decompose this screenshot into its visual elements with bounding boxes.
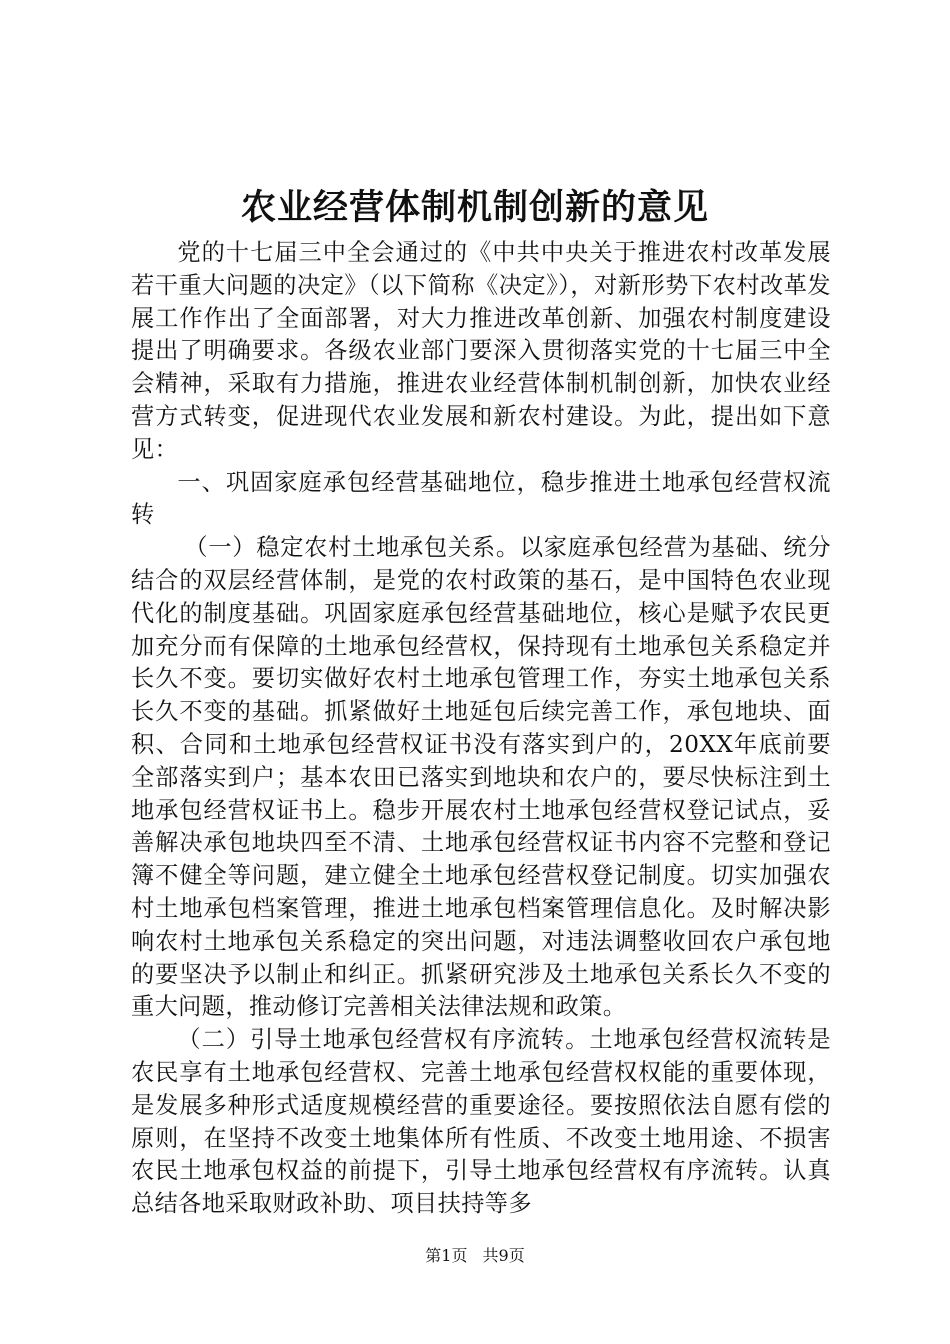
page-total: 共9页 — [482, 1246, 525, 1265]
page-number: 第1页 — [425, 1246, 468, 1265]
subsection-paragraph-2: （二）引导土地承包经营权有序流转。土地承包经营权流转是农民享有土地承包经营权、完善土地承包经营权权能的重要体现，是发展多种形式适度规模经营的重要途径。要按照依法自愿有偿的原则，在坚持不改变土地集体所有性质、不改变土地用途、不损害农民土地承包权益的前提下，引导土地承包经营权有序流转。认真总结各地采取财政补助、项目扶持等多 — [131, 1026, 831, 1218]
page-footer — [0, 1246, 950, 1266]
intro-paragraph: 党的十七届三中全会通过的《中共中央关于推进农村改革发展若干重大问题的决定》（以下简称《决定》），对新形势下农村改革发展工作作出了全面部署，对大力推进改革创新、加强农村制度建设提出了明确要求。各级农业部门要深入贯彻落实党的十七届三中全会精神，采取有力措施，推进农业经营体制机制创新，加快农业经营方式转变，促进现代农业发展和新农村建设。为此，提出如下意见： — [131, 239, 831, 463]
subsection-paragraph-1: （一）稳定农村土地承包关系。以家庭承包经营为基础、统分结合的双层经营体制，是党的农村政策的基石，是中国特色农业现代化的制度基础。巩固家庭承包经营基础地位，核心是赋予农民更加充分而有保障的土地承包经营权，保持现有土地承包关系稳定并长久不变。要切实做好农村土地承包管理工作，夯实土地承包关系长久不变的基础。抓紧做好土地延包后续完善工作，承包地块、面积、合同和土地承包经营权证书没有落实到户的，20XX年底前要全部落实到户；基本农田已落实到地块和农户的，要尽快标注到土地承包经营权证书上。稳步开展农村土地承包经营权登记试点，妥善解决承包地块四至不清、土地承包经营权证书内容不完整和登记簿不健全等问题，建立健全土地承包经营权登记制度。切实加强农村土地承包档案管理，推进土地承包档案管理信息化。及时解决影响农村土地承包关系稳定的突出问题，对违法调整收回农户承包地的要坚决予以制止和纠正。抓紧研究涉及土地承包关系长久不变的重大问题，推动修订完善相关法律法规和政策。 — [131, 534, 831, 1021]
document-body — [131, 237, 831, 1221]
section-heading: 一、巩固家庭承包经营基础地位，稳步推进土地承包经营权流转 — [131, 468, 831, 529]
document-title: 农业经营体制机制创新的意见 — [240, 187, 709, 228]
